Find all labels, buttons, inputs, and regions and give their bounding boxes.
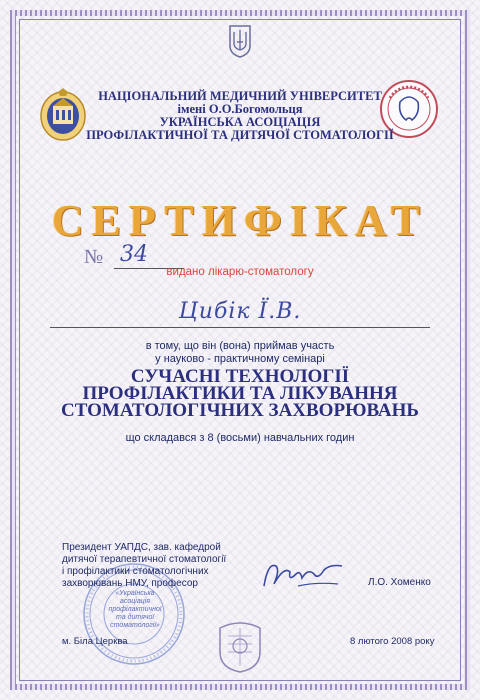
certificate-number: 34 <box>120 242 148 267</box>
recipient-name: Цибік Ї.В. <box>178 299 302 324</box>
seal-line1: «Українська <box>115 590 155 597</box>
participation-line1: в тому, що він (вона) приймав участь <box>145 340 335 352</box>
name-underline <box>50 327 430 328</box>
seal-line4: та дитячої <box>116 614 154 621</box>
seal-inscription <box>107 590 163 630</box>
trident-coat-of-arms-icon <box>228 24 252 58</box>
president-line3: і профілактики стоматологічних <box>62 566 209 577</box>
signer-name: Л.О. Хоменко <box>368 577 431 588</box>
seal-line2: асоціація <box>119 598 151 605</box>
topic-line2: ПРОФІЛАКТИКИ ТА ЛІКУВАННЯ <box>82 383 398 404</box>
president-line2: дитячої терапевтичної стоматології <box>62 554 227 565</box>
signature-mark <box>258 556 348 596</box>
university-name: НАЦІОНАЛЬНИЙ МЕДИЧНИЙ УНІВЕРСИТЕТ <box>98 89 382 103</box>
decorative-emblem-icon <box>214 618 266 674</box>
issuer-heading <box>80 90 400 142</box>
seal-line5: стоматології» <box>110 622 160 629</box>
president-line1: Президент УАПДС, зав. кафедрой <box>62 542 221 553</box>
issue-date: 8 лютого 2008 року <box>350 636 435 647</box>
president-title <box>62 542 262 590</box>
university-named-after: імені О.О.Богомольця <box>177 102 303 116</box>
association-name-line1: УКРАЇНСЬКА АСОЦІАЦІЯ <box>159 115 321 129</box>
president-line4: захворювань НМУ, професор <box>62 578 198 589</box>
association-name-line2: ПРОФІЛАКТИЧНОЇ ТА ДИТЯЧОЇ СТОМАТОЛОГІЇ <box>86 128 394 142</box>
certificate-title: СЕРТИФІКАТ <box>51 196 429 245</box>
topic-line1: СУЧАСНІ ТЕХНОЛОГІЇ <box>130 366 350 387</box>
seminar-topic <box>60 368 420 419</box>
issued-to-text: видано лікарю-стоматологу <box>166 266 314 278</box>
issue-place: м. Біла Церква <box>62 636 128 647</box>
participation-text <box>110 340 370 366</box>
participation-line2: у науково - практичному семінарі <box>155 353 325 365</box>
topic-line3: СТОМАТОЛОГІЧНИХ ЗАХВОРЮВАНЬ <box>60 400 419 421</box>
number-label: № <box>84 246 104 268</box>
hours-text: що складався з 8 (восьми) навчальних годин <box>125 432 355 444</box>
seal-line3: профілактичної <box>108 606 162 613</box>
